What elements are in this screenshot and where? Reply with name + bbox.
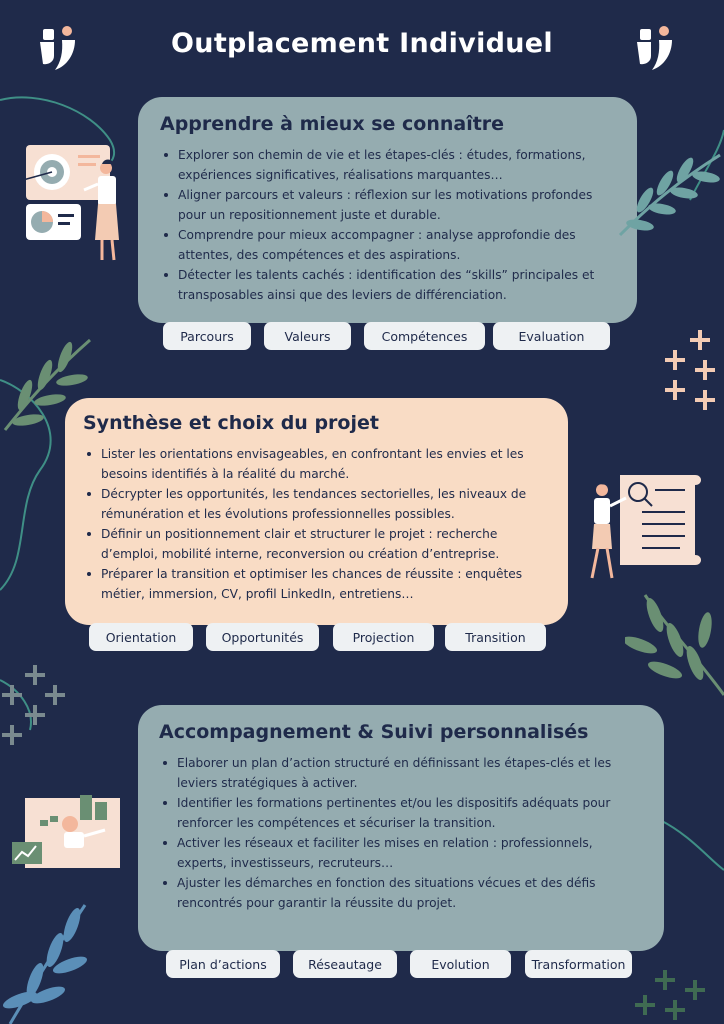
- list-item: Ajuster les démarches en fonction des situations vécues et des défis rencontrés pour garantir la réussite du projet.: [177, 873, 642, 913]
- person-logo-icon: [634, 24, 678, 72]
- section-title: Apprendre à mieux se connaître: [160, 113, 505, 135]
- tag-valeurs: Valeurs: [264, 322, 351, 350]
- section-project-synthesis: [65, 398, 568, 625]
- section-title: Synthèse et choix du projet: [83, 412, 379, 434]
- tag-transition: Transition: [445, 623, 546, 651]
- list-item: Aligner parcours et valeurs : réflexion sur les motivations profondes pour un repositionnement juste et durable.: [178, 185, 615, 225]
- list-item: Lister les orientations envisageables, en confrontant les envies et les besoins identifiés à la réalité du marché.: [101, 444, 548, 484]
- leaf-branch-icon: [625, 585, 724, 705]
- list-item: Activer les réseaux et faciliter les mises en relation : professionnels, experts, investisseurs, recruteurs…: [177, 833, 642, 873]
- list-item: Décrypter les opportunités, les tendances sectorielles, les niveaux de rémunération et les évolutions professionnelles possibles.: [101, 484, 548, 524]
- desk-illustration: [10, 790, 125, 880]
- bullet-list: [160, 145, 615, 305]
- list-item: Préparer la transition et optimiser les chances de réussite : enquêtes métier, immersion, CV, profil LinkedIn, entretiens…: [101, 564, 548, 604]
- leaf-branch-icon: [610, 145, 724, 245]
- plus-pattern-icon: [630, 965, 724, 1024]
- plus-pattern-icon: [660, 325, 724, 415]
- tag-reseautage: Réseautage: [293, 950, 397, 978]
- list-item: Comprendre pour mieux accompagner : analyse approfondie des attentes, des compétences et des aspirations.: [178, 225, 615, 265]
- tag-opportunites: Opportunités: [206, 623, 319, 651]
- list-item: Définir un positionnement clair et structurer le projet : recherche d’emploi, mobilité interne, reconversion ou création d’entreprise.: [101, 524, 548, 564]
- list-item: Détecter les talents cachés : identification des “skills” principales et transposables ainsi que des leviers de différenciation.: [178, 265, 615, 305]
- tag-projection: Projection: [333, 623, 434, 651]
- tag-plan-actions: Plan d’actions: [166, 950, 280, 978]
- plus-pattern-icon: [0, 660, 75, 755]
- list-item: Identifier les formations pertinentes et/ou les dispositifs adéquats pour renforcer les compétences et sécuriser la transition.: [177, 793, 642, 833]
- tag-competences: Compétences: [364, 322, 485, 350]
- checklist-illustration: [580, 470, 705, 585]
- page-title: Outplacement Individuel: [171, 28, 553, 59]
- tag-orientation: Orientation: [89, 623, 193, 651]
- list-item: Explorer son chemin de vie et les étapes-clés : études, formations, expériences significatives, réalisations marquantes…: [178, 145, 615, 185]
- section-self-knowledge: [138, 97, 637, 323]
- leaf-branch-icon: [0, 335, 95, 435]
- bullet-list: [83, 444, 548, 604]
- tag-evolution: Evolution: [410, 950, 511, 978]
- list-item: Elaborer un plan d’action structuré en définissant les étapes-clés et les leviers stratégiques à activer.: [177, 753, 642, 793]
- section-title: Accompagnement & Suivi personnalisés: [159, 721, 589, 743]
- leaf-branch-icon: [0, 900, 95, 1024]
- bullet-list: [159, 753, 642, 913]
- tag-parcours: Parcours: [163, 322, 251, 350]
- tag-transformation: Transformation: [525, 950, 632, 978]
- presentation-illustration: [18, 140, 133, 265]
- tag-evaluation: Evaluation: [493, 322, 610, 350]
- section-personalized-support: [138, 705, 664, 951]
